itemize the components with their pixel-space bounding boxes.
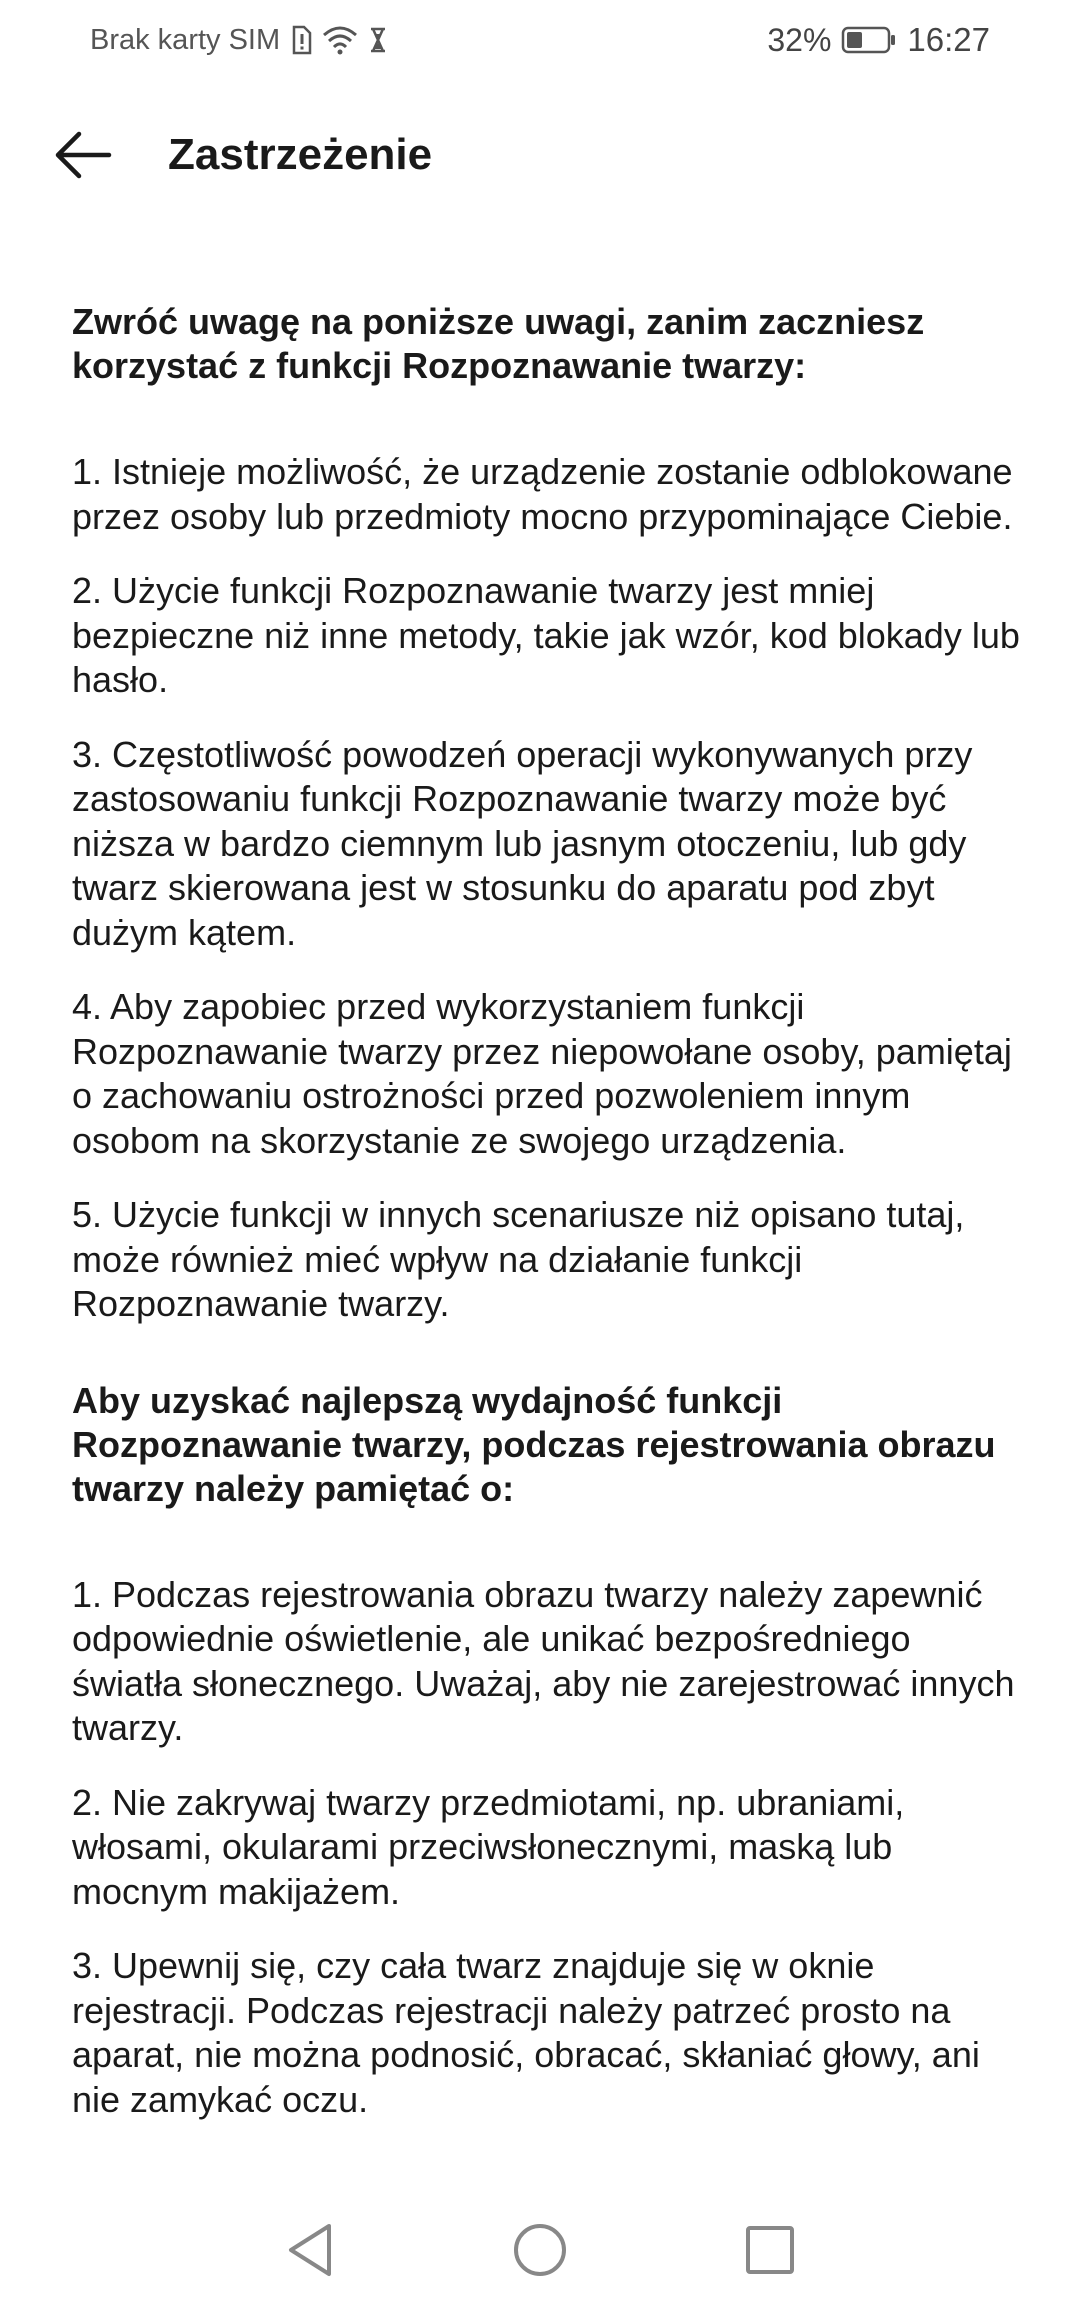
section1-heading: Zwróć uwagę na poniższe uwagi, zanim zaczniesz korzystać z funkcji Rozpoznawanie twarzy: xyxy=(72,301,925,386)
list-item: 1. Istnieje możliwość, że urządzenie zostanie odblokowane przez osoby lub przedmioty mocno przypominające Ciebie. xyxy=(72,451,1013,537)
list-item: 2. Nie zakrywaj twarzy przedmiotami, np. ubraniami, włosami, okularami przeciwsłonecznymi, maską lub mocnym makijażem. xyxy=(72,1781,905,1912)
navigation-bar xyxy=(0,2195,1080,2305)
section1-list xyxy=(72,450,1022,1327)
triangle-back-icon xyxy=(285,2222,335,2278)
battery-icon xyxy=(841,25,897,55)
battery-percentage: 32% xyxy=(767,21,832,58)
status-left xyxy=(90,24,388,57)
list-item: 1. Podczas rejestrowania obrazu twarzy należy zapewnić odpowiednie oświetlenie, ale unikać bezpośredniego światła słonecznego. Uważaj, aby nie zarejestrować innych twarzy. xyxy=(72,1573,1015,1748)
nav-home-button[interactable] xyxy=(485,2195,595,2305)
list-item: 5. Użycie funkcji w innych scenariusze niż opisano tutaj, może również mieć wpływ na działanie funkcji Rozpoznawanie twarzy. xyxy=(72,1194,965,1324)
wifi-icon xyxy=(322,25,358,55)
page-title: Zastrzeżenie xyxy=(168,130,433,179)
back-button[interactable] xyxy=(28,100,138,210)
circle-home-icon xyxy=(512,2222,568,2278)
list-item: 3. Częstotliwość powodzeń operacji wykonywanych przy zastosowaniu funkcji Rozpoznawanie twarzy może być niższa w bardzo ciemnym lub jasnym otoczeniu, lub gdy twarz skierowana jest w stosunku do aparatu pod zbyt dużym kątem. xyxy=(72,733,973,953)
section2-list xyxy=(72,1573,1022,2123)
app-bar xyxy=(0,100,1080,210)
disclaimer-content xyxy=(72,300,1022,2152)
arrow-left-icon xyxy=(53,130,113,180)
carrier-text: Brak karty SIM xyxy=(90,23,281,56)
nav-back-button[interactable] xyxy=(255,2195,365,2305)
square-recents-icon xyxy=(744,2224,796,2276)
hourglass-icon xyxy=(368,26,388,54)
status-right xyxy=(767,21,990,59)
status-bar xyxy=(0,0,1080,80)
list-item: 2. Użycie funkcji Rozpoznawanie twarzy jest mniej bezpieczne niż inne metody, takie jak wzór, kod blokady lub hasło. xyxy=(72,570,1020,700)
section2-heading: Aby uzyskać najlepszą wydajność funkcji Rozpoznawanie twarzy, podczas rejestrowania obrazu twarzy należy pamiętać o: xyxy=(72,1379,996,1509)
nav-recents-button[interactable] xyxy=(715,2195,825,2305)
clock-time: 16:27 xyxy=(907,21,990,58)
sim-alert-icon xyxy=(290,25,312,55)
list-item: 3. Upewnij się, czy cała twarz znajduje się w oknie rejestracji. Podczas rejestracji należy patrzeć prosto na aparat, nie można podnosić, obracać, skłaniać głowy, ani nie zamykać oczu. xyxy=(72,1945,980,2120)
list-item: 4. Aby zapobiec przed wykorzystaniem funkcji Rozpoznawanie twarzy przez niepowołane osoby, pamiętaj o zachowaniu ostrożności przed pozwoleniem innym osobom na skorzystanie ze swojego urządzenia. xyxy=(72,986,1012,1161)
